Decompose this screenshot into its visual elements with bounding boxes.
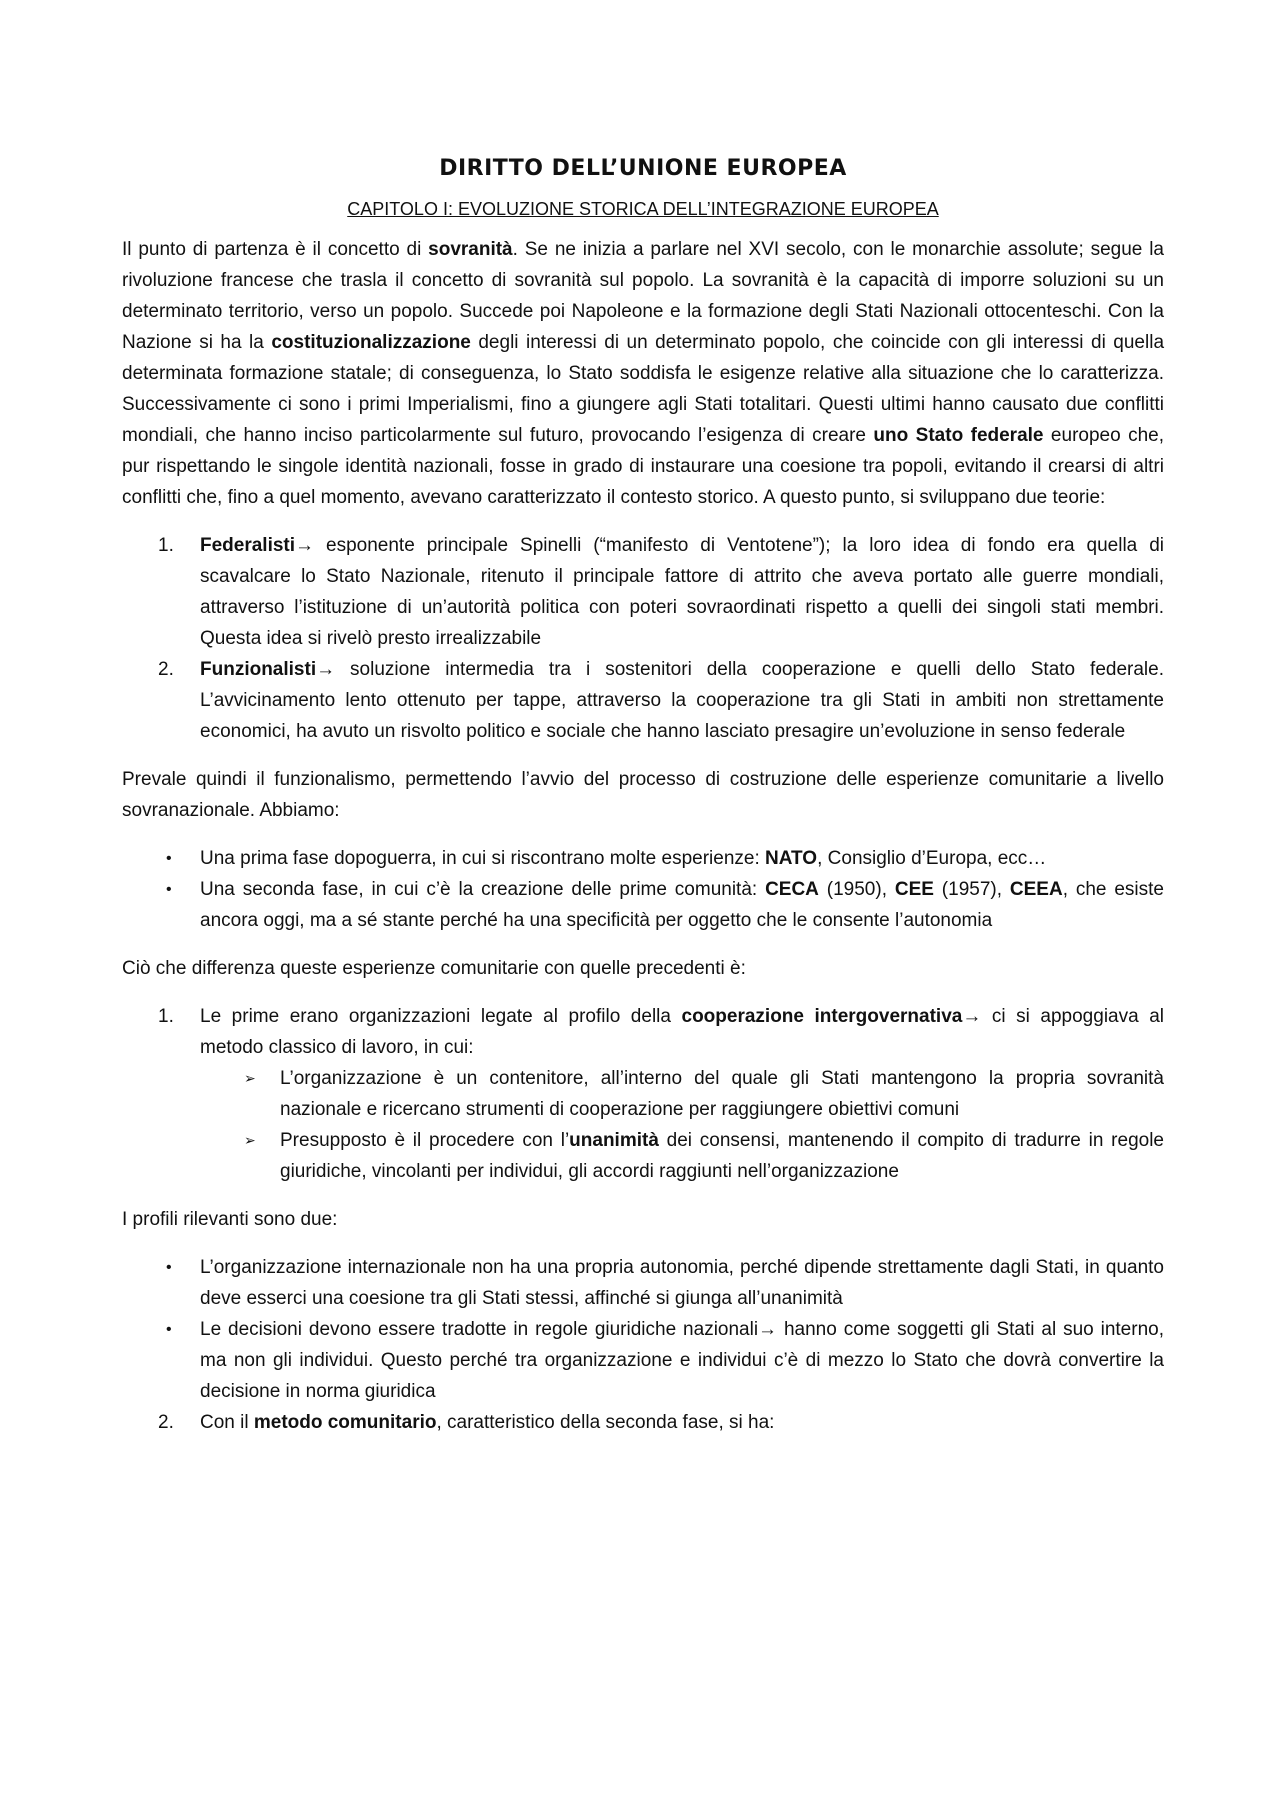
intro-text: Il punto di partenza è il concetto di: [122, 239, 429, 260]
item-text: Una prima fase dopoguerra, in cui si riscontrano molte esperienze:: [200, 848, 766, 869]
list-item-seconda-fase: [122, 874, 1164, 936]
differenza-paragraph: Ciò che differenza queste esperienze comunitarie con quelle precedenti è:: [122, 958, 746, 979]
prevale-paragraph: Prevale quindi il funzionalismo, permettendo l’avvio del processo di costruzione delle esperienze comunitarie a livello sovranazionale. Abbiamo:: [122, 769, 1164, 821]
item-text: L’organizzazione è un contenitore, all’interno del quale gli Stati mantengono la propria sovranità nazionale e ricercano strumenti di cooperazione per raggiungere obiettivi comuni: [280, 1068, 1164, 1120]
sublist-item-contenitore: [200, 1063, 1164, 1125]
list-item-prima-fase: [122, 843, 1164, 874]
item-text: Con il: [200, 1412, 254, 1433]
intro-text: europeo che, pur rispettando le singole identità nazionali, fosse in grado di instaurare una coesione tra popoli, evitando il crearsi di altri conflitti che, fino a quel momento, avevano caratterizzato il contesto storico. A questo punto, si sviluppano due teorie:: [122, 425, 1165, 508]
intro-text: degli interessi di un determinato popolo, che coincide con gli interessi di quella determinata formazione statale; di conseguenza, lo Stato soddisfa le esigenze relative alla situazione che lo caratterizza. Successivamente ci sono i primi Imperialismi, fino a giungere agli Stati totalitari. Questi ultimi hanno causato due conflitti mondiali, che hanno inciso particolarmente sul futuro, provocando l’esigenza di creare: [122, 332, 1165, 446]
item-bold: NATO: [765, 848, 818, 869]
intro-paragraph: [122, 234, 1164, 513]
item-text: Presupposto è il procedere con l’: [280, 1130, 570, 1151]
profili-list: [122, 1252, 1164, 1407]
metodo-list: [122, 1407, 1164, 1438]
item-text: ci si appoggiava al metodo classico di lavoro, in cui:: [200, 1006, 1165, 1058]
list-item-cooperazione: [122, 1001, 1164, 1187]
cooperation-sublist: [200, 1063, 1164, 1187]
list-number: 2.: [158, 659, 174, 680]
item-text: L’organizzazione internazionale non ha una propria autonomia, perché dipende strettamente dagli Stati, in quanto deve esserci una coesione tra gli Stati stessi, affinché si giunga all’unanimità: [200, 1257, 1164, 1309]
bullet-icon: •: [166, 850, 172, 867]
chapter-title: CAPITOLO I: EVOLUZIONE STORICA DELL’INTEGRAZIONE EUROPEA: [347, 199, 939, 219]
theories-list: [122, 530, 1164, 747]
item-text: soluzione intermedia tra i sostenitori della cooperazione e quelli dello Stato federale. L’avvicinamento lento ottenuto per tappe, attraverso la cooperazione tra gli Stati in ambiti non strettamente economici, ha avuto un risvolto politico e sociale che hanno lasciato presagire un’evoluzione in senso federale: [200, 659, 1164, 742]
arrow-bullet-icon: ➢: [244, 1132, 256, 1148]
list-item-federalisti: [122, 530, 1164, 654]
intro-bold: sovranità: [428, 239, 513, 260]
list-item-funzionalisti: [122, 654, 1164, 747]
item-text: Le decisioni devono essere tradotte in regole giuridiche nazionali→ hanno come soggetti gli Stati al suo interno, ma non gli individui. Questo perché tra organizzazione e individui c’è di mezzo lo Stato che dovrà convertire la decisione in norma giuridica: [200, 1319, 1164, 1402]
bullet-icon: •: [166, 881, 172, 898]
cooperation-list: [122, 1001, 1164, 1187]
item-bold: metodo comunitario: [253, 1412, 437, 1433]
item-bold: cooperazione intergovernativa→: [681, 1006, 982, 1027]
item-bold: CEEA: [1009, 879, 1063, 900]
list-number: 1.: [158, 535, 174, 556]
intro-text: . Se ne inizia a parlare nel XVI secolo, con le monarchie assolute; segue la rivoluzione francese che trasla il concetto di sovranità sul popolo. La sovranità è la capacità di imporre soluzioni su un determinato territorio, verso un popolo. Succede poi Napoleone e la formazione degli Stati Nazionali ottocenteschi. Con la Nazione si ha la: [122, 239, 1164, 353]
list-item-metodo-comunitario: [122, 1407, 1164, 1438]
item-bold: Funzionalisti→: [200, 659, 336, 680]
item-bold: Federalisti→: [200, 535, 315, 556]
item-text: , Consiglio d’Europa, ecc…: [817, 848, 1047, 869]
list-item-autonomia: [122, 1252, 1164, 1314]
item-text: Una seconda fase, in cui c’è la creazione delle prime comunità:: [200, 879, 766, 900]
item-bold: CECA: [765, 879, 819, 900]
item-text: , caratteristico della seconda fase, si ha:: [436, 1412, 775, 1433]
item-bold: unanimità: [569, 1130, 659, 1151]
intro-bold: costituzionalizzazione: [271, 332, 471, 353]
list-number: 2.: [158, 1412, 174, 1433]
item-text: (1950),: [818, 879, 895, 900]
document-title: DIRITTO DELL’UNIONE EUROPEA: [439, 156, 847, 181]
intro-bold: uno Stato federale: [873, 425, 1044, 446]
document-content: [122, 152, 1164, 1438]
item-text: Le prime erano organizzazioni legate al profilo della: [200, 1006, 682, 1027]
bullet-icon: •: [166, 1321, 172, 1338]
item-text: esponente principale Spinelli (“manifesto di Ventotene”); la loro idea di fondo era quella di scavalcare lo Stato Nazionale, ritenuto il principale fattore di attrito che aveva portato alle guerre mondiali, attraverso l’istituzione di un’autorità politica con poteri sovraordinati rispetto a quelli dei singoli stati membri. Questa idea si rivelò presto irrealizzabile: [200, 535, 1164, 649]
sublist-item-unanimita: [200, 1125, 1164, 1187]
phases-list: [122, 843, 1164, 936]
bullet-icon: •: [166, 1259, 172, 1276]
item-text: , che esiste ancora oggi, ma a sé stante perché ha una specificità per oggetto che le consente l’autonomia: [200, 879, 1164, 931]
item-bold: CEE: [894, 879, 934, 900]
arrow-bullet-icon: ➢: [244, 1070, 256, 1086]
profili-paragraph: I profili rilevanti sono due:: [122, 1209, 338, 1230]
item-text: dei consensi, mantenendo il compito di tradurre in regole giuridiche, vincolanti per individui, gli accordi raggiunti nell’organizzazione: [280, 1130, 1164, 1182]
list-number: 1.: [158, 1006, 174, 1027]
list-item-decisioni: [122, 1314, 1164, 1407]
item-text: (1957),: [933, 879, 1010, 900]
